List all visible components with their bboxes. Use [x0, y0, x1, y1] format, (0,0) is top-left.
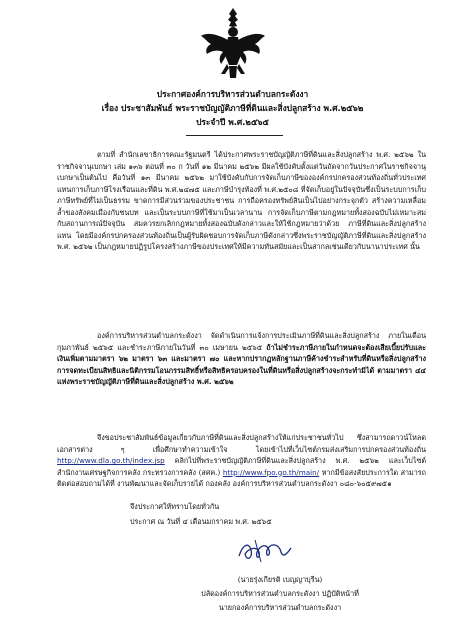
paragraph-3: [57, 432, 426, 490]
signer-title-2: นายกองค์การบริหารส่วนตำบลกระดังงา: [218, 603, 342, 612]
paragraph-2: [57, 330, 426, 388]
signer-title-1: ปลัดองค์การบริหารส่วนตำบลกระดังงา ปฏิบัติหน้าที่: [201, 589, 359, 598]
paragraph-2-text: องค์การบริหารส่วนตำบลกระดังงา จัดดำเนินการแจ้งการประเมินภาษีที่ดินและสิ่งปลูกสร้าง ภายในเดือนกุมภาพันธ์ ๒๕๖๕ และชำระภาษีภายในวันที่ ๓๐ เมษายน ๒๕๖๕: [57, 331, 426, 352]
announcement-year: ประจำปี พ.ศ.๒๕๖๕: [196, 117, 269, 127]
handwritten-signature: [235, 536, 295, 566]
fpo-website-link[interactable]: http://www.fpo.go.th/main/: [222, 467, 320, 477]
signer-name: (นายรุ่งเกียรติ เบญญาบุรีน): [237, 575, 323, 584]
closing-statement: จึงประกาศให้ทราบโดยทั่วกัน: [130, 502, 220, 511]
paragraph-3-text-a: จึงขอประชาสัมพันธ์ข้อมูลเกี่ยวกับภาษีที่ดินและสิ่งปลูกสร้างให้แก่ประชาชนทั่วไป ซึ่งสามารถดาวน์โหลดเอกสารต่าง ๆ เพื่อศึกษาทำความเข้าใจ โดยเข้าไปที่เว็บไซต์กรมส่งเสริมการปกครองส่วนท้องถิ่น: [57, 433, 426, 454]
announcement-title: ประกาศองค์การบริหารส่วนตำบลกระดังงา: [156, 89, 309, 99]
paragraph-2-penalty-text: ถ้าไม่ชำระภาษีภายในกำหนดจะต้องเสียเบี้ยปรับและเงินเพิ่มตามมาตรา ๖๒ มาตรา ๖๓ และมาตรา ๗๐ และหากปรากฏหลักฐานภาษีค้างชำระสำหรับที่ดินหรือสิ่งปลูกสร้าง การจดทะเบียนสิทธิและนิติกรรมโอนกรรมสิทธิ์หรือสิทธิครอบครองในที่ดินหรือสิ่งปลูกสร้างจะกระทำมิได้ ตามมาตรา ๔๔ แห่งพระราชบัญญัติภาษีที่ดินและสิ่งปลูกสร้าง พ.ศ. ๒๕๖๒: [57, 342, 426, 386]
announcement-date: ประกาศ ณ วันที่ ๔ เดือนมกราคม พ.ศ. ๒๕๖๕: [130, 517, 272, 526]
paragraph-3-text-c: หากมีข้อสงสัยประการใด สามารถติดต่อสอบถามได้ที่ งานพัฒนาและจัดเก็บรายได้ กองคลัง องค์การบริหารส่วนตำบลกระดังงา ๐๘๐-๖๐๕๙๗๕๑: [57, 467, 426, 488]
garuda-emblem-icon: [199, 6, 267, 82]
paragraph-3-text-b: คลิกไปที่พระราชบัญญัติภาษีที่ดินและสิ่งปลูกสร้าง พ.ศ. ๒๕๖๒ และเว็บไซต์ สำนักงานเศรษฐกิจการคลัง กระทรวงการคลัง (สศค.): [57, 456, 426, 477]
dla-website-link[interactable]: http://www.dla.go.th/index.jsp: [57, 456, 165, 465]
announcement-subject: เรื่อง ประชาสัมพันธ์ พระราชบัญญัติภาษีที่ดินและสิ่งปลูกสร้าง พ.ศ.๒๕๖๒: [101, 103, 364, 113]
paragraph-1: ตามที่ สำนักเลขาธิการคณะรัฐมนตรี ได้ประกาศพระราชบัญญัติภาษีที่ดินและสิ่งปลูกสร้าง พ.ศ. ๒๕๖๒ ในราชกิจจานุเบกษา เล่ม ๑๓๖ ตอนที่ ๓๐ ก วันที่ ๑๒ มีนาคม ๒๕๖๒ มีผลใช้บังคับตั้งแต่วันถัดจากวันประกาศในราชกิจจานุเบกษาเป็นต้นไป คือวันที่ ๑๓ มีนาคม ๒๕๖๒ มาใช้บังคับกับการจัดเก็บภาษีขององค์กรปกครองส่วนท้องถิ่นทั่วประเทศ แทนการเก็บภาษีโรงเรือนและที่ดิน พ.ศ.๒๔๗๕ และภาษีบำรุงท้องที่ พ.ศ.๒๕๐๘ ที่จัดเก็บอยู่ในปัจจุบันซึ่งเป็นระบบการเก็บภาษีทรัพย์ที่ไม่เป็นธรรม ขาดการมีส่วนร่วมของประชาชน การถือครองทรัพย์สินเป็นไปอย่างกระจุกตัว สร้างความเหลื่อมล้ำของสังคมเมืองกับชนบท และเป็นระบบภาษีที่ใช้มาเป็นเวลานาน การจัดเก็บภาษีตามกฎหมายทั้งสองฉบับไม่เหมาะสมกับสถานการณ์ปัจจุบัน สมควรยกเลิกกฎหมายทั้งสองฉบับดังกล่าวและให้ใช้กฎหมายว่าด้วย ภาษีที่ดินและสิ่งปลูกสร้างแทน โดยมีองค์กรปกครองส่วนท้องถิ่นเป็นผู้รับผิดชอบการจัดเก็บภาษีดังกล่าวซึ่งพระราชบัญญัติภาษีที่ดินและสิ่งปลูกสร้าง พ.ศ. ๒๕๖๒ เป็นกฎหมายปฏิรูปโครงสร้างภาษีของประเทศให้มีความทันสมัยและเป็นสากลเช่นเดียวกับนานาประเทศ นั้น: [57, 150, 426, 251]
heading-divider: [186, 135, 283, 136]
